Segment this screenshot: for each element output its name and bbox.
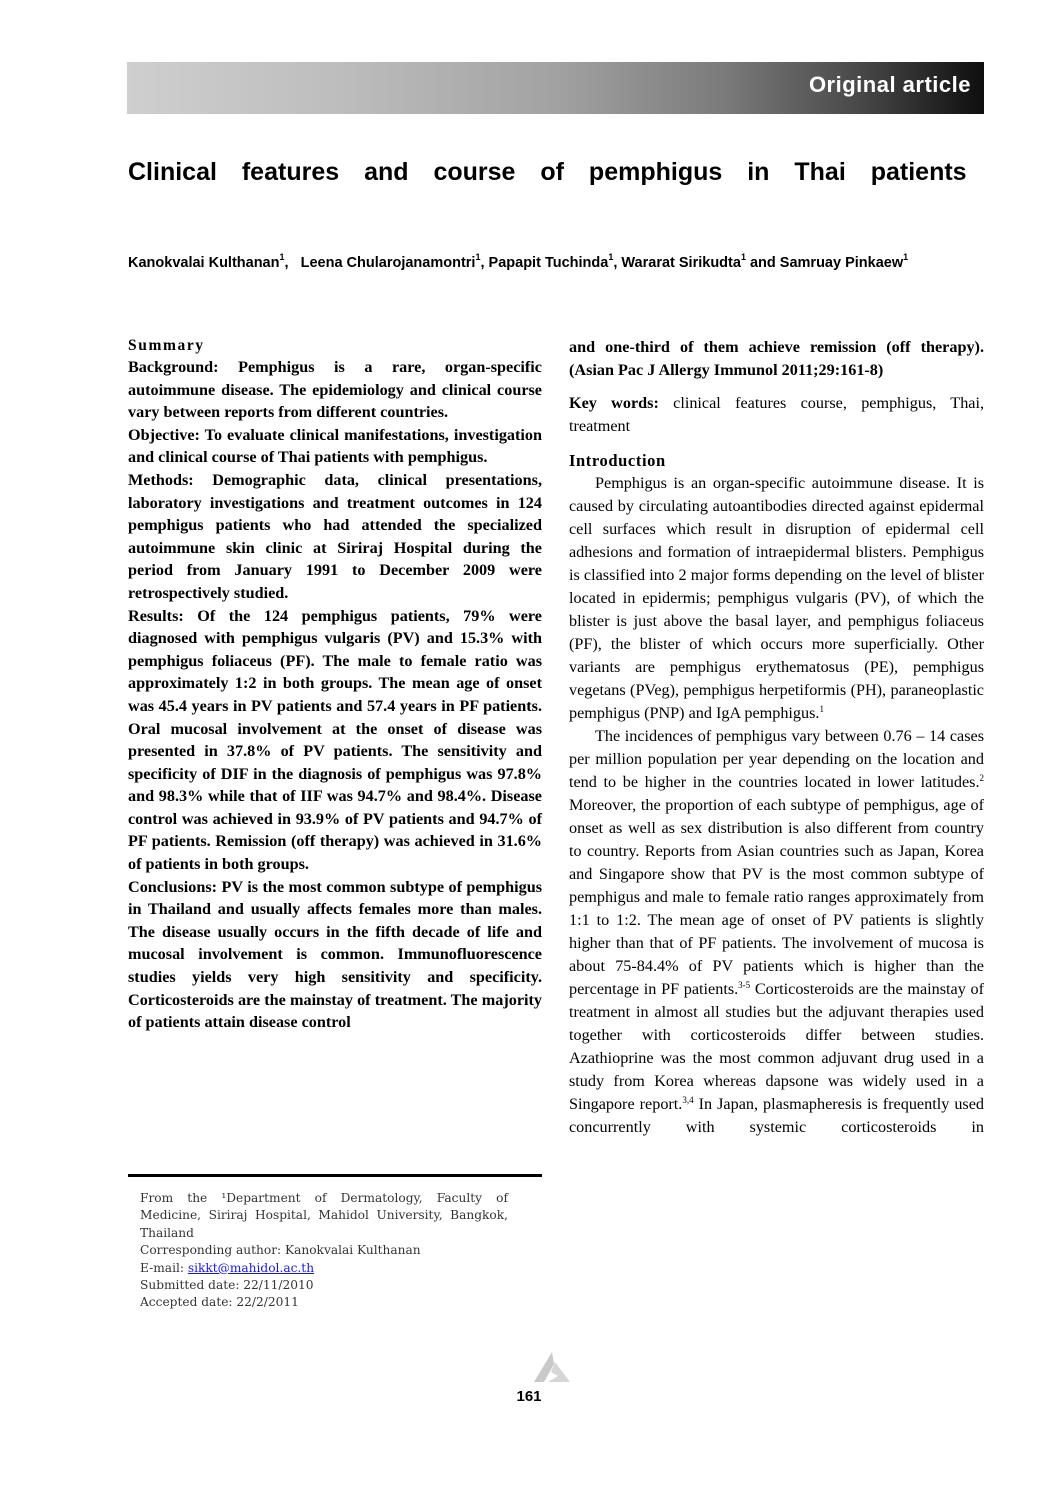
author-name: Kanokvalai Kulthanan — [128, 255, 280, 271]
abstract-text: To evaluate clinical manifestations, investigation and clinical course of Thai patients with pemphigus. — [128, 425, 542, 467]
author-name: Papapit Tuchinda — [488, 255, 609, 271]
abstract-label: Results: — [128, 606, 184, 625]
journal-logo-icon — [530, 1350, 574, 1384]
paragraph-text: Corticosteroids are the mainstay of treatment in almost all studies but the adjuvant therapies used together with corticosteroids differ between studies. Azathioprine was the most common adjuvant drug used in a study from Korea whereas dapsone was widely used in a Singapore report. — [569, 980, 985, 1114]
abstract-text: Demographic data, clinical presentations, laboratory investigations and treatment outcomes in 124 pemphigus patients who had attended the specialized autoimmune skin clinic at Siriraj Hospital during the period from January 1991 to December 2009 were retrospectively studied. — [128, 470, 542, 602]
abstract-text: Pemphigus is a rare, organ-specific autoimmune disease. The epidemiology and clinical course vary between reports from different countries. — [128, 358, 542, 422]
accepted-date: Accepted date: 22/2/2011 — [140, 1295, 299, 1310]
author-list — [128, 248, 983, 278]
affiliation-note: From the ¹Department of Dermatology, Faculty of Medicine, Siriraj Hospital, Mahidol University, Bangkok, Thailand — [140, 1191, 508, 1240]
author-separator: , — [480, 255, 489, 271]
article-title: Clinical features and course of pemphigus in Thai patients — [128, 158, 967, 186]
email-link[interactable]: sikkt@mahidol.ac.th — [187, 1260, 315, 1275]
author-affiliation: 1 — [903, 252, 909, 262]
abstract-conclusions — [128, 876, 542, 1034]
author-separator: and — [745, 255, 780, 271]
abstract-label: Methods: — [128, 470, 194, 489]
abstract-results — [128, 605, 542, 876]
abstract-label: Background: — [128, 358, 219, 376]
author-affiliation: 1 — [608, 252, 614, 262]
abstract-continuation: and one-third of them achieve remission (off therapy). (Asian Pac J Allergy Immunol 2011;29:161-8) — [569, 338, 984, 379]
author-separator: , — [613, 255, 622, 271]
author-name: Wararat Sirikudta — [621, 255, 741, 271]
abstract-label: Objective: — [128, 425, 200, 444]
author-separator: , — [284, 255, 297, 271]
abstract-methods — [128, 469, 542, 605]
keywords-label: Key words: — [569, 394, 659, 413]
corresponding-author: Corresponding author: Kanokvalai Kulthanan — [140, 1243, 421, 1258]
abstract-text: PV is the most common subtype of pemphigus in Thailand and usually affects females more than males. The disease usually occurs in the fifth decade of life and mucosal involvement is common. Immunofluorescence studies yields very high sensitivity and specificity. Corticosteroids are the mainstay of treatment. The majority of patients attain disease control — [128, 877, 542, 1032]
citation: 3,4 — [682, 1095, 694, 1106]
citation: 2 — [979, 773, 984, 784]
keywords — [569, 392, 984, 438]
citation: 1 — [819, 704, 824, 715]
footnote-divider — [128, 1174, 542, 1177]
left-column — [128, 336, 542, 1034]
intro-paragraph-2 — [569, 725, 984, 1139]
paragraph-text: Pemphigus is an organ-specific autoimmune disease. It is caused by circulating autoantibodies directed against epidermal cell surfaces which result in disruption of epidermal cell adhesions and formation of intraepidermal blisters. Pemphigus is classified into 2 major forms depending on the level of blister located in epidermis; pemphigus vulgaris (PV), of which the blister is just above the basal layer, and pemphigus foliaceus (PF), the blister of which occurs more superficially. Other variants are pemphigus erythematosus (PE), pemphigus vegetans (PVeg), pemphigus herpetiformis (PH), paraneoplastic pemphigus (PNP) and IgA pemphigus. — [569, 474, 984, 723]
author-affiliation: 1 — [279, 252, 285, 262]
intro-paragraph-1 — [569, 472, 984, 725]
paragraph-text: Moreover, the proportion of each subtype of pemphigus, age of onset as well as sex distribution is also different from country to country. Reports from Asian countries such as Japan, Korea and Singapore show that PV is the most common subtype of pemphigus and male to female ratio ranges approximately from 1:1 to 1:2. The mean age of onset of PV patients is slightly higher than that of PF patients. The involvement of mucosa is about 75-84.4% of PV patients which is higher than the percentage in PF patients. — [569, 796, 984, 999]
page-number: 161 — [516, 1388, 542, 1405]
citation: 3-5 — [738, 980, 751, 991]
abstract-background — [128, 356, 542, 424]
paragraph-text: The incidences of pemphigus vary between 0.76 – 14 cases per million population per year depending on the location and tend to be higher in the countries located in lower latitudes. — [569, 727, 984, 792]
email-line — [140, 1260, 508, 1277]
keywords-text: clinical features course, pemphigus, Thai, treatment — [569, 394, 985, 436]
paragraph-text: In Japan, plasmapheresis is frequently used concurrently with systemic corticosteroids in — [569, 1095, 984, 1137]
author-affiliation: 1 — [475, 252, 481, 262]
author-name: Samruay Pinkaew — [779, 255, 904, 271]
author-name: Leena Chularojanamontri — [300, 255, 476, 271]
introduction-heading: Introduction — [569, 451, 666, 471]
article-type-label: Original article — [808, 72, 971, 97]
email-label: E-mail: — [140, 1260, 188, 1275]
abstract-objective — [128, 424, 542, 469]
footnote-block — [140, 1190, 508, 1312]
article-type-banner — [127, 62, 984, 114]
right-column — [569, 336, 984, 1139]
abstract-label: Conclusions: — [128, 877, 218, 896]
author-affiliation: 1 — [740, 252, 746, 262]
abstract-text: Of the 124 pemphigus patients, 79% were diagnosed with pemphigus vulgaris (PV) and 15.3% with pemphigus foliaceus (PF). The male to female ratio was approximately 1:2 in both groups. The mean age of onset was 45.4 years in PV patients and 57.4 years in PF patients. Oral mucosal involvement at the onset of disease was presented in 37.8% of PV patients. The sensitivity and specificity of DIF in the diagnosis of pemphigus was 97.8% and 98.3% while that of IIF was 94.7% and 98.4%. Disease control was achieved in 93.9% of PV patients and 94.7% of PF patients. Remission (off therapy) was achieved in 31.6% of patients in both groups. — [128, 606, 542, 874]
submitted-date: Submitted date: 22/11/2010 — [140, 1278, 314, 1293]
summary-heading: Summary — [128, 337, 205, 354]
